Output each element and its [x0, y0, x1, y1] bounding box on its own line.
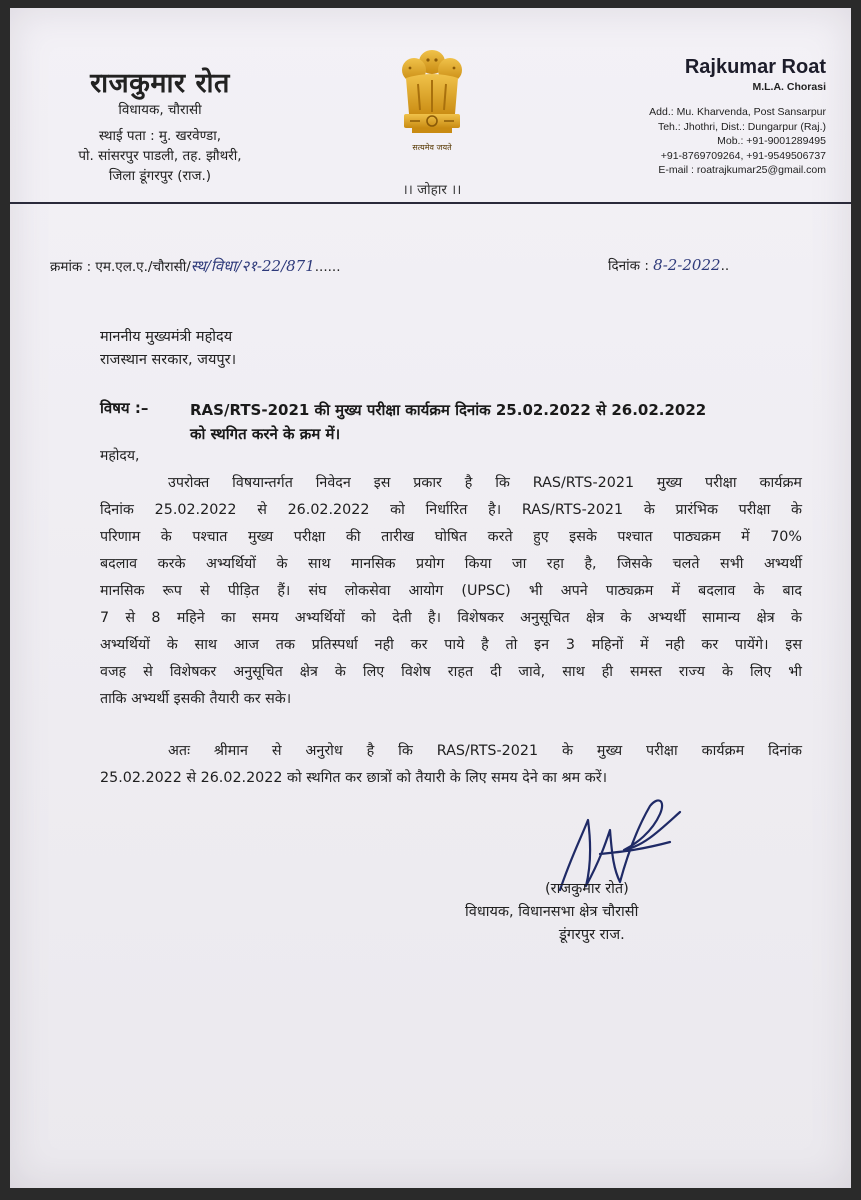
national-emblem-icon	[392, 46, 472, 158]
hindi-address-line: स्थाई पता : मु. खरवेण्डा,	[98, 128, 222, 144]
body-line: अभ्यर्थियों के साथ आज तक प्रतिस्पर्धा नही कर पाये है तो इन 3 महिनों में नही कर पायेंगे। इस	[100, 637, 802, 653]
english-address-line: +91-8769709264, +91-9549506737	[660, 149, 826, 162]
emblem-motto: सत्यमेव जयते	[412, 143, 452, 152]
body-line: वजह से विशेषकर अनुसूचित क्षेत्र के लिए विशेष राहत दी जावे, साथ ही समस्त राज्य के लिए भी	[100, 664, 802, 680]
signatory-name: (राजकुमार रोत)	[545, 881, 629, 897]
english-address-line: Teh.: Jhothri, Dist.: Dungarpur (Raj.)	[657, 120, 826, 133]
subject-line: को स्थगित करने के क्रम में।	[190, 425, 341, 443]
english-address-line: Add.: Mu. Kharvenda, Post Sansarpur	[649, 106, 826, 118]
body-line: अतः श्रीमान से अनुरोध है कि RAS/RTS-2021 के मुख्य परीक्षा कार्यक्रम दिनांक	[168, 743, 802, 759]
reference-label: क्रमांक : एम.एल.ए./चौरासी/	[50, 259, 191, 275]
body-line: बदलाव करके अभ्यर्थियों के साथ मानसिक प्रयोग किया जा रहा है, जिसके चलते सभी अभ्यर्थी	[100, 556, 802, 572]
body-paragraph-2	[100, 738, 802, 792]
recipient-line: माननीय मुख्यमंत्री महोदय	[100, 329, 233, 345]
english-address-line: E-mail : roatrajkumar25@gmail.com	[658, 164, 826, 176]
english-designation: M.L.A. Chorasi	[752, 81, 826, 93]
signatory-block	[465, 878, 765, 947]
letter-sheet	[10, 8, 851, 1188]
english-name: Rajkumar Roat	[684, 56, 826, 78]
subject-label: विषय :–	[100, 399, 149, 417]
recipient-block	[100, 326, 236, 372]
body-line: परिणाम के पश्चात मुख्य परीक्षा की तारीख घोषित करते हुए इसके पश्चात पाठ्यक्रम में 70%	[100, 529, 802, 545]
date-handwritten: 8-2-2022	[653, 256, 721, 274]
johar-text: ।। जोहार ।।	[402, 182, 462, 198]
recipient-line: राजस्थान सरकार, जयपुर।	[100, 352, 237, 368]
body-line: 7 से 8 महिने का समय अभ्यर्थियों को देती है। विशेषकर अनुसूचित क्षेत्र के अभ्यर्थी सामान्य क्षेत्र के	[100, 610, 802, 626]
signatory-designation: विधायक, विधानसभा क्षेत्र चौरासी	[465, 904, 639, 920]
subject-text	[190, 398, 802, 446]
body-line: ताकि अभ्यर्थी इसकी तैयारी कर सके।	[100, 691, 292, 707]
date-dots: ..	[720, 258, 730, 274]
reference-dots: ......	[314, 259, 341, 275]
body-line: 25.02.2022 से 26.02.2022 को स्थगित कर छात्रों को तैयारी के लिए समय देने का श्रम करें।	[100, 770, 607, 786]
header-divider	[10, 202, 851, 204]
body-paragraph-1	[100, 470, 802, 713]
english-address-line: Mob.: +91-9001289495	[717, 135, 826, 147]
letterhead-hindi	[50, 63, 270, 186]
salutation: महोदय,	[100, 448, 140, 464]
letter-date	[608, 256, 729, 274]
letterhead-english	[580, 56, 826, 178]
body-line: दिनांक 25.02.2022 से 26.02.2022 को निर्धारित है। RAS/RTS-2021 के प्रारंभिक परीक्षा के	[100, 502, 802, 518]
hindi-address-line: जिला डूंगरपुर (राज.)	[108, 168, 212, 184]
body-line: उपरोक्त विषयान्तर्गत निवेदन इस प्रकार है कि RAS/RTS-2021 मुख्य परीक्षा कार्यक्रम	[168, 475, 802, 491]
signatory-place: डूंगरपुर राज.	[559, 927, 625, 943]
body-line: मानसिक रूप से पीड़ित हैं। संघ लोकसेवा आयोग (UPSC) भी अपने पाठ्यक्रम में बदलाव के बाद	[100, 583, 802, 599]
hindi-address-line: पो. सांसरपुर पाडली, तह. झौथरी,	[78, 148, 242, 164]
hindi-designation: विधायक, चौरासी	[118, 102, 202, 118]
subject-line: RAS/RTS-2021 की मुख्य परीक्षा कार्यक्रम दिनांक 25.02.2022 से 26.02.2022	[190, 401, 707, 419]
reference-handwritten: स्थ/विधा/२१-22/871	[190, 257, 315, 275]
reference-number	[50, 256, 341, 276]
date-label: दिनांक :	[608, 258, 654, 274]
hindi-name: राजकुमार रोत	[90, 68, 230, 99]
